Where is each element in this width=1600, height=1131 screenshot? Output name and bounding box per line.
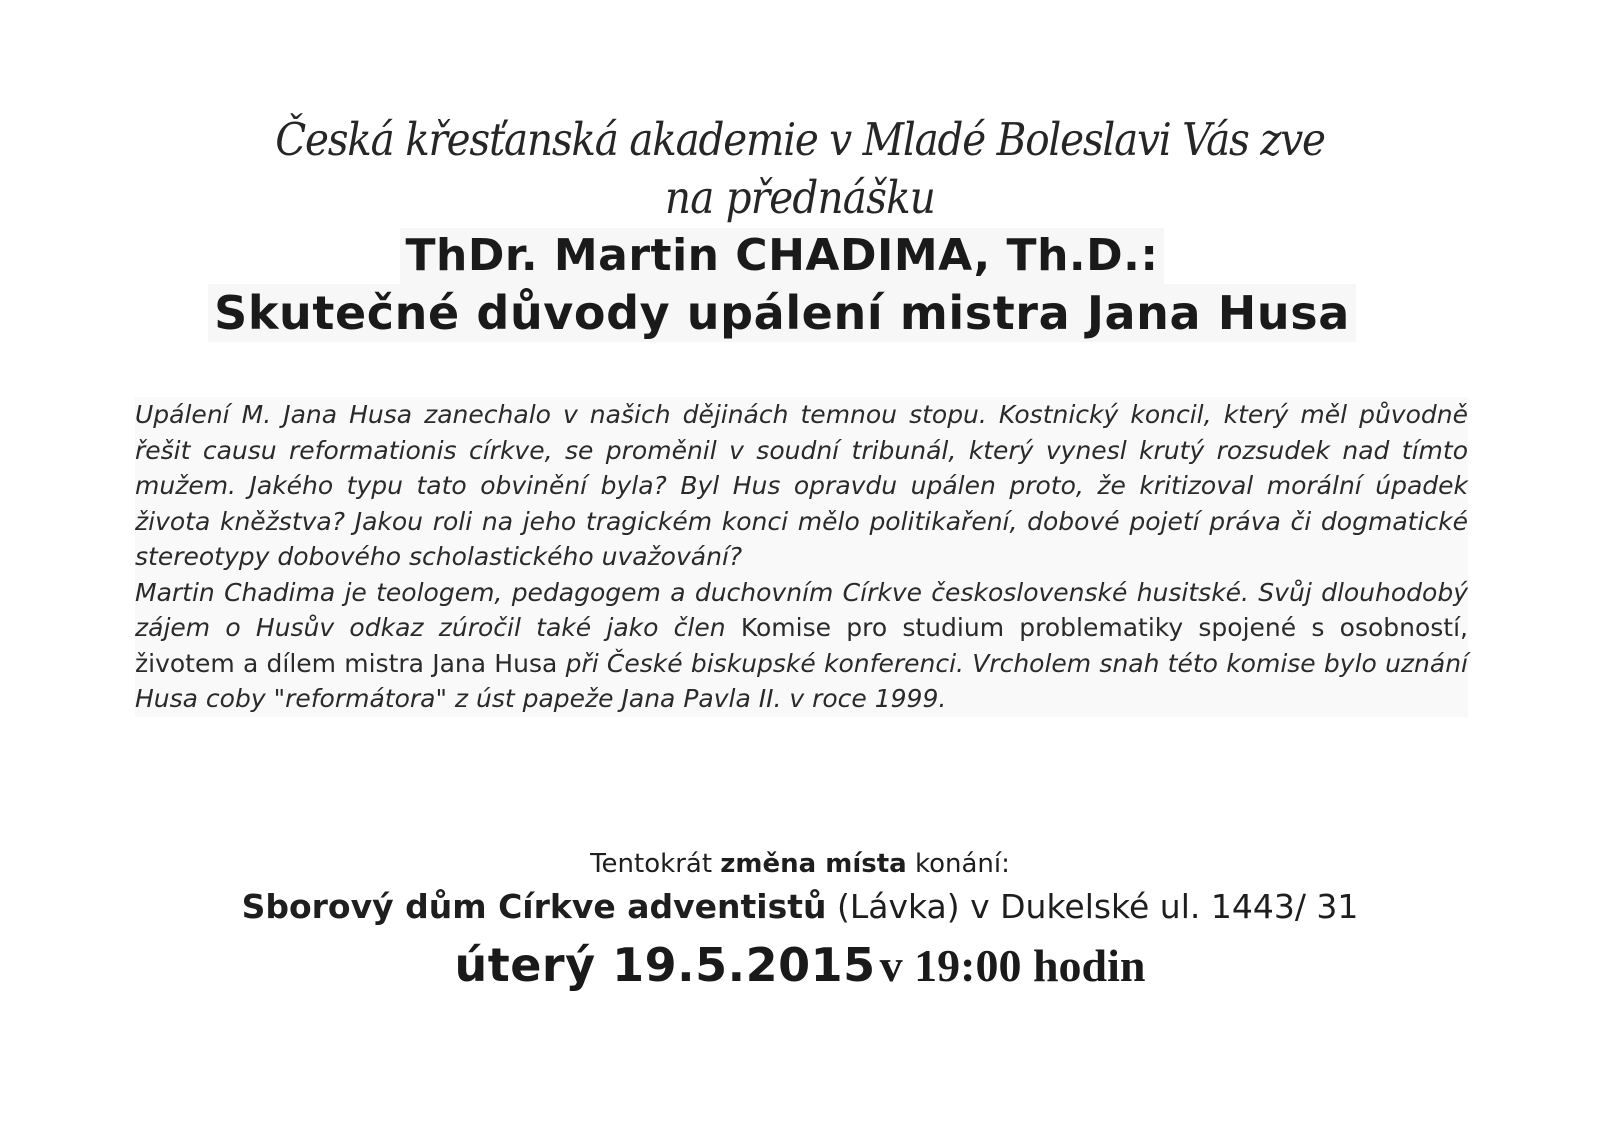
speaker-bio-part-2: při České biskupské konferenci. Vrcholem snah této komise bylo uznání Husa coby "reformátora" z úst papeže Jana Pavla II. v roce 1999.: [135, 648, 1468, 713]
event-date: úterý 19.5.2015: [454, 938, 876, 992]
venue-change-prefix: Tentokrát: [590, 849, 713, 879]
venue-change-notice: [0, 847, 1600, 881]
lecture-title-block: [137, 228, 1427, 342]
commission-name: Komise pro studium problematiky spojené s osobností, životem a dílem mistra Jana Husa: [135, 613, 1468, 678]
speaker-bio-part-1: Martin Chadima je teologem, pedagogem a duchovním Církve československé husitské. Svůj dlouhodobý zájem o Husův odkaz zúročil také jako člen: [135, 577, 1468, 642]
speaker-name: ThDr. Martin CHADIMA, Th.D.:: [400, 228, 1165, 284]
venue-change-emphasis: změna místa: [720, 849, 907, 879]
abstract-paragraph-1: Upálení M. Jana Husa zanechalo v našich dějinách temnou stopu. Kostnický koncil, který měl původně řešit causu reformationis církve, se proměnil v soudní tribunál, který vynesl krutý rozsudek nad tímto mužem. Jakého typu tato obvinění byla? Byl Hus opravdu upálen proto, že kritizoval morální úpadek života kněžstva? Jakou roli na jeho tragickém konci mělo politikaření, dobové pojetí práva či dogmatické stereotypy dobového scholastického uvažování?: [135, 400, 1468, 571]
lecture-abstract: [135, 397, 1468, 717]
event-date-time: [0, 934, 1600, 997]
venue-street: (Lávka) v Dukelské ul. 1443/ 31: [836, 887, 1359, 926]
invitation-line-1: Česká křesťanská akademie v Mladé Boleslavi Vás zve: [275, 113, 1325, 166]
venue-address: [0, 885, 1600, 929]
abstract-paragraph-2: [135, 575, 1468, 717]
venue-change-suffix: konání:: [914, 849, 1010, 879]
venue-name: Sborový dům Církve adventistů: [241, 887, 827, 926]
invitation-line-2: na přednášku: [664, 171, 936, 224]
event-time: v 19:00 hodin: [879, 940, 1146, 991]
lecture-topic: Skutečné důvody upálení mistra Jana Husa: [208, 284, 1356, 342]
